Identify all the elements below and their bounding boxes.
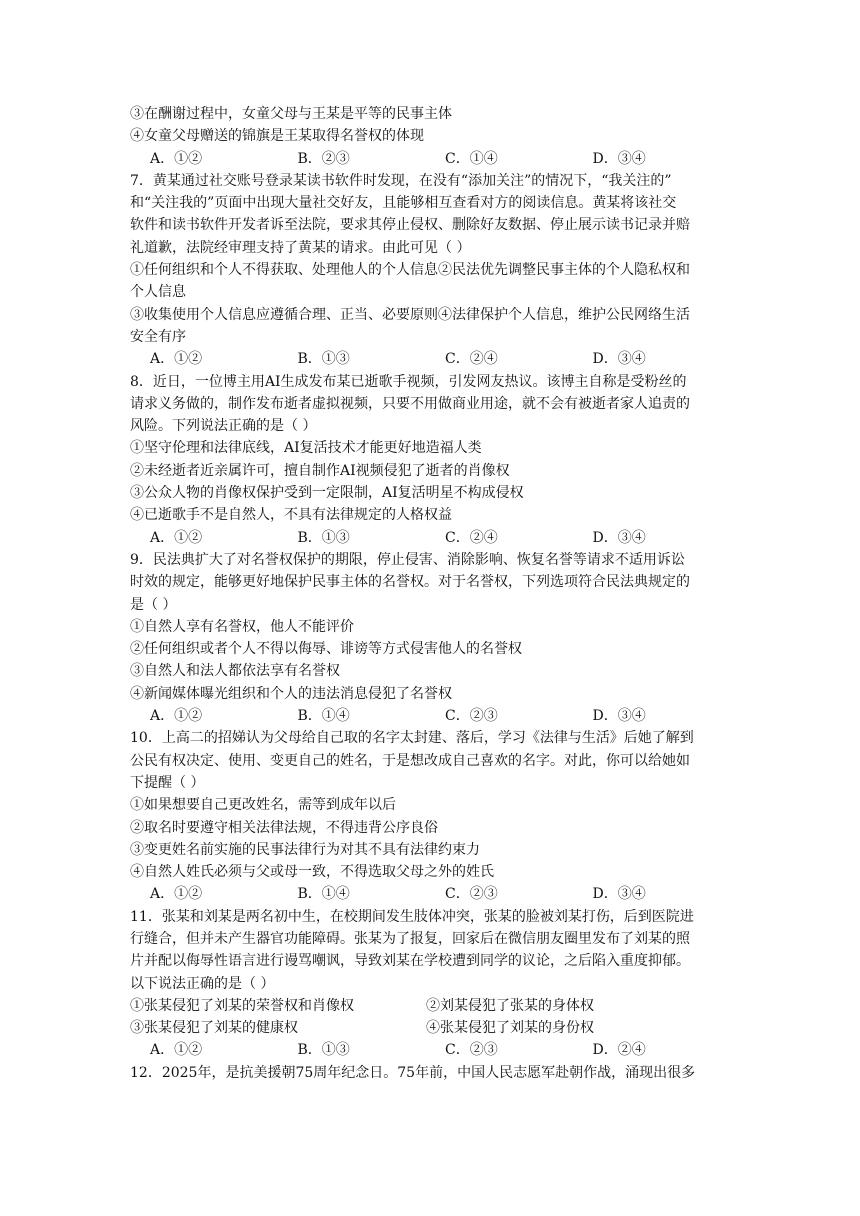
answer-options xyxy=(130,148,740,170)
text-line: ④女童父母赠送的锦旗是王某取得名誉权的体现 xyxy=(130,128,424,145)
text-line: 软件和读书软件开发者诉至法院，要求其停止侵权、删除好友数据、停止展示读书记录并赔 xyxy=(130,217,690,234)
text-line: 个人信息 xyxy=(130,284,186,301)
text-line: ①坚守伦理和法律底线，AI复活技术才能更好地造福人类 xyxy=(130,440,482,457)
text-line: ①自然人享有名誉权，他人不能评价 xyxy=(130,618,354,635)
text-line: ③在酬谢过程中，女童父母与王某是平等的民事主体 xyxy=(130,106,452,122)
text-line: ②取名时要遵守相关法律法规，不得违背公序良俗 xyxy=(130,819,438,836)
answer-option: D．③④ xyxy=(592,150,646,167)
text-line: ②任何组织或者个人不得以侮辱、诽谤等方式侵害他人的名誉权 xyxy=(130,641,522,658)
answer-option: A．①② xyxy=(150,529,203,546)
statement: ③张某侵犯了刘某的健康权 xyxy=(130,1020,298,1037)
text-line: ③变更姓名前实施的民事法律行为对其不具有法律约束力 xyxy=(130,841,480,858)
text-line: ①任何组织和个人不得获取、处理他人的个人信息②民法优先调整民事主体的个人隐私权和 xyxy=(130,262,690,279)
answer-option: C．②④ xyxy=(445,351,498,368)
answer-option: D．③④ xyxy=(592,708,646,725)
text-line: 礼道歉，法院经审理支持了黄某的请求。由此可见（ ） xyxy=(130,239,471,256)
answer-option: A．①② xyxy=(150,708,203,725)
text-line: ①如果想要自己更改姓名，需等到成年以后 xyxy=(130,797,396,814)
text-line: 时效的规定，能够更好地保护民事主体的名誉权。对于名誉权，下列选项符合民法典规定的 xyxy=(130,574,690,591)
text-line: 片并配以侮辱性语言进行谩骂嘲讽，导致刘某在学校遭到同学的议论，之后陷入重度抑郁。 xyxy=(130,953,690,970)
text-line: 行缝合，但并未产生器官功能障碍。张某为了报复，回家后在微信朋友圈里发布了刘某的照 xyxy=(130,930,690,947)
answer-option: C．①④ xyxy=(445,150,498,167)
answer-option: C．②③ xyxy=(445,708,498,725)
text-line: 风险。下列说法正确的是（ ） xyxy=(130,418,317,435)
answer-option: B．②③ xyxy=(297,150,350,167)
statement: ①张某侵犯了刘某的荣誉权和肖像权 xyxy=(130,997,354,1014)
text-line: ③自然人和法人都依法享有名誉权 xyxy=(130,663,340,680)
text-line: 和“关注我的”页面中出现大量社交好友，且能够相互查看对方的阅读信息。黄某将该社交 xyxy=(130,195,677,212)
answer-option: A．①② xyxy=(150,351,203,368)
answer-option: A．①② xyxy=(150,1042,203,1059)
answer-option: B．①③ xyxy=(297,1042,350,1059)
text-line: 8．近日，一位博主用AI生成发布某已逝歌手视频，引发网友热议。该博主自称是受粉丝的 xyxy=(130,373,687,390)
answer-option: D．②④ xyxy=(592,1042,646,1059)
answer-options xyxy=(130,705,740,727)
answer-option: D．③④ xyxy=(592,351,646,368)
statement: ④张某侵犯了刘某的身份权 xyxy=(426,1020,594,1037)
text-line: 是（ ） xyxy=(130,596,177,613)
text-line: 12．2025年，是抗美援朝75周年纪念日。75年前，中国人民志愿军赴朝作战，涌现出很多 xyxy=(130,1064,696,1081)
text-line: 安全有序 xyxy=(130,328,186,345)
answer-option: C．②④ xyxy=(445,529,498,546)
answer-options xyxy=(130,527,740,549)
answer-option: B．①③ xyxy=(297,351,350,368)
text-line: 10．上高二的招娣认为父母给自己取的名字太封建、落后，学习《法律与生活》后她了解到 xyxy=(130,730,694,747)
text-line: ②未经逝者近亲属许可，擅自制作AI视频侵犯了逝者的肖像权 xyxy=(130,462,510,479)
answer-option: C．②③ xyxy=(445,886,498,903)
text-line: 下提醒（ ） xyxy=(130,774,205,791)
exam-page xyxy=(130,103,740,1084)
statement-pair xyxy=(130,1017,740,1039)
statement-pair xyxy=(130,995,740,1017)
answer-option: A．①② xyxy=(150,150,203,167)
answer-option: D．③④ xyxy=(592,886,646,903)
answer-option: B．①④ xyxy=(297,886,350,903)
answer-options xyxy=(130,1039,740,1061)
statement: ②刘某侵犯了张某的身体权 xyxy=(426,997,594,1014)
text-line: ④新闻媒体曝光组织和个人的违法消息侵犯了名誉权 xyxy=(130,685,452,702)
text-line: 7．黄某通过社交账号登录某读书软件时发现，在没有“添加关注”的情况下，“我关注的” xyxy=(130,172,672,189)
answer-option: B．①③ xyxy=(297,529,350,546)
answer-options xyxy=(130,883,740,905)
answer-option: D．③④ xyxy=(592,529,646,546)
answer-option: C．②③ xyxy=(445,1042,498,1059)
text-line: 11．张某和刘某是两名初中生，在校期间发生肢体冲突，张某的脸被刘某打伤，后到医院进 xyxy=(130,908,694,925)
text-line: ④已逝歌手不是自然人，不具有法律规定的人格权益 xyxy=(130,507,452,524)
answer-option: B．①④ xyxy=(297,708,350,725)
text-line: 9．民法典扩大了对名誉权保护的期限，停止侵害、消除影响、恢复名誉等请求不适用诉讼 xyxy=(130,551,685,568)
answer-options xyxy=(130,348,740,370)
text-line: 公民有权决定、使用、变更自己的姓名，于是想改成自己喜欢的名字。对此，你可以给她如 xyxy=(130,752,690,769)
answer-option: A．①② xyxy=(150,886,203,903)
text-line: 请求义务做的，制作发布逝者虚拟视频，只要不用做商业用途，就不会有被逝者家人追责的 xyxy=(130,395,690,412)
text-line: ③收集使用个人信息应遵循合理、正当、必要原则④法律保护个人信息，维护公民网络生活 xyxy=(130,306,690,323)
text-line: ③公众人物的肖像权保护受到一定限制，AI复活明星不构成侵权 xyxy=(130,485,524,502)
text-line: ④自然人姓氏必须与父或母一致，不得选取父母之外的姓氏 xyxy=(130,864,494,881)
text-line: 以下说法正确的是（ ） xyxy=(130,975,275,992)
